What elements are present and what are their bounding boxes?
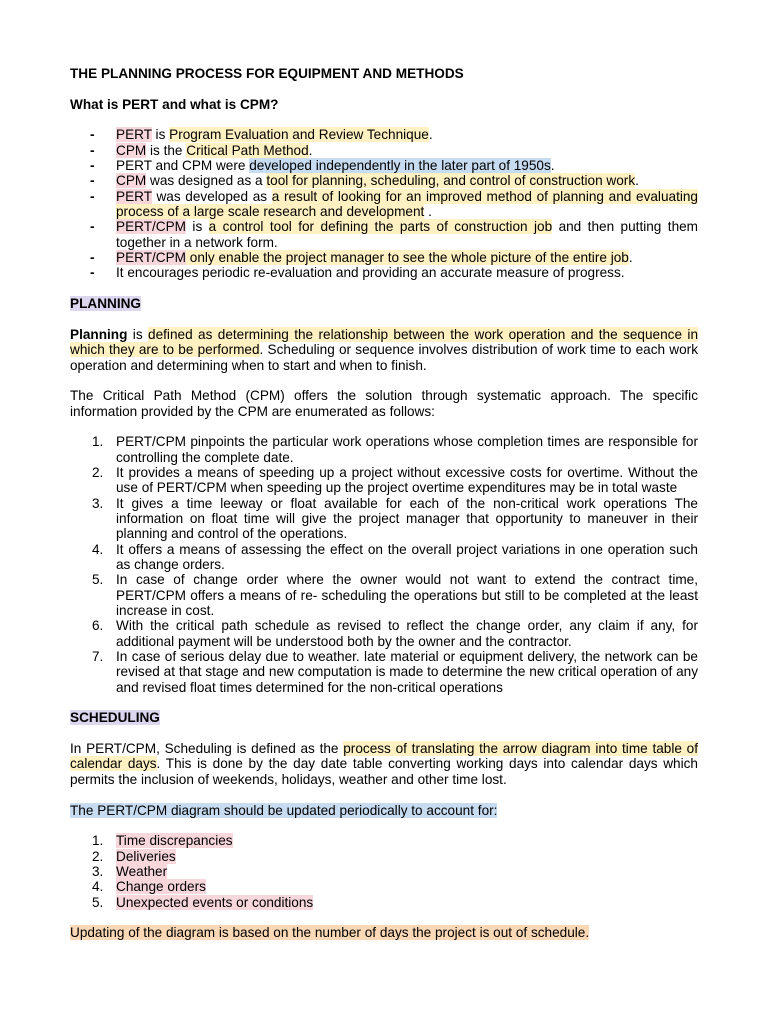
cpm-info-list: [70, 434, 698, 695]
list-item: - PERT was developed as a result of looking for an improved method of planning and evaluating process of a large scale research and development .: [70, 189, 698, 220]
list-item: - It encourages periodic re-evaluation and providing an accurate measure of progress.: [70, 265, 698, 280]
list-item: 5. In case of change order where the owner would not want to extend the contract time, PERT/CPM offers a means of re- scheduling the operations but still to be completed at the least increase in cost.: [92, 572, 698, 619]
section-question: What is PERT and what is CPM?: [70, 96, 279, 112]
list-item: 4. Change orders: [92, 879, 206, 895]
list-item: - PERT is Program Evaluation and Review Technique.: [70, 127, 698, 142]
list-item: - CPM is the Critical Path Method.: [70, 143, 698, 158]
list-item: 7. In case of serious delay due to weather. late material or equipment delivery, the network can be revised at that stage and new computation is made to determine the new critical operation of any and revised float times determined for the non-critical operations: [92, 649, 698, 695]
update-factors-list: [70, 833, 698, 910]
list-item: 4. It offers a means of assessing the effect on the overall project variations in one operation such as change orders.: [92, 541, 698, 572]
list-item: 2. It provides a means of speeding up a project without excessive costs for overtime. Without the use of PERT/CPM when speeding up the project overtime expenditures may be in total waste: [92, 464, 698, 496]
planning-heading: PLANNING: [70, 296, 141, 312]
list-item: - PERT and CPM were developed independently in the later part of 1950s.: [70, 158, 698, 173]
scheduling-heading: SCHEDULING: [70, 710, 160, 726]
list-item: 3. Weather: [92, 863, 168, 879]
list-item: 1. PERT/CPM pinpoints the particular work operations whose completion times are responsible for controlling the complete date.: [92, 434, 698, 465]
list-item: 5. Unexpected events or conditions: [92, 894, 314, 910]
document-body: [70, 66, 698, 941]
list-item: - PERT/CPM only enable the project manager to see the whole picture of the entire job.: [70, 250, 698, 265]
list-item: 3. It gives a time leeway or float available for each of the non-critical work operations The information on float time will give the project manager that opportunity to maneuver in their planning and control of the operations.: [92, 495, 698, 542]
list-item: 6. With the critical path schedule as revised to reflect the change order, any claim if any, for additional payment will be understood both by the owner and the contractor.: [92, 618, 698, 649]
list-item: 1. Time discrepancies: [92, 833, 233, 849]
intro-bullet-list: [70, 127, 698, 280]
closing-paragraph: Updating of the diagram is based on the number of days the project is out of schedule.: [70, 925, 590, 941]
list-item: 2. Deliveries: [92, 848, 176, 864]
scheduling-paragraph-2: The PERT/CPM diagram should be updated periodically to account for:: [70, 802, 498, 818]
planning-paragraph-2: The Critical Path Method (CPM) offers the solution through systematic approach. The specific information provided by the CPM are enumerated as follows:: [70, 388, 698, 419]
document-title: THE PLANNING PROCESS FOR EQUIPMENT AND METHODS: [70, 66, 464, 81]
scheduling-paragraph-1: In PERT/CPM, Scheduling is defined as the process of translating the arrow diagram into time table of calendar days. This is done by the day date table converting working days into calendar days which permits the inclusion of weekends, holidays, weather and other time lost.: [70, 741, 698, 787]
list-item: - CPM was designed as a tool for planning, scheduling, and control of construction work.: [70, 173, 698, 188]
list-item: - PERT/CPM is a control tool for defining the parts of construction job and then putting them together in a network form.: [70, 219, 698, 250]
planning-paragraph-1: Planning is defined as determining the relationship between the work operation and the sequence in which they are to be performed. Scheduling or sequence involves distribution of work time to each work operation and determining when to start and when to finish.: [70, 326, 699, 373]
